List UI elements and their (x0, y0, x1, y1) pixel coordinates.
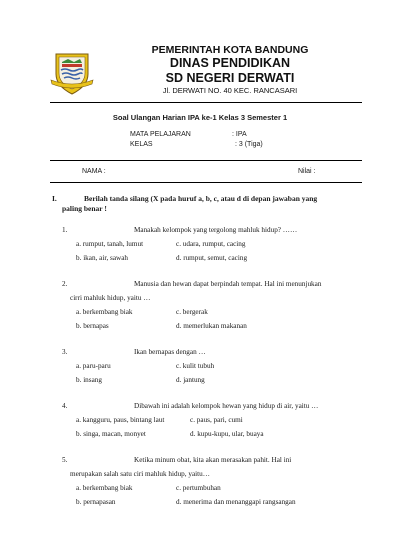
question-number: 4. (62, 402, 68, 410)
header-government: PEMERINTAH KOTA BANDUNG (151, 44, 309, 56)
header-department: DINAS PENDIDIKAN (169, 56, 291, 70)
header-address: Jl. DERWATI NO. 40 KEC. RANCASARI (162, 86, 298, 95)
section-number: I. (52, 194, 57, 203)
option-d: d. menerima dan menanggapi rangsangan (176, 498, 296, 506)
option-a: a. berkembang biak (76, 484, 133, 492)
option-a: a. paru-paru (76, 362, 111, 370)
name-label: NAMA : (82, 168, 106, 175)
option-d: d. rumput, semut, cacing (176, 254, 248, 262)
question-text: Dibawah ini adalah kelompok hewan yang hidup di air, yaitu … (134, 402, 319, 410)
option-d: d. memerlukan makanan (176, 322, 247, 330)
option-b: b. ikan, air, sawah (76, 254, 129, 262)
option-c: c. udara, rumput, cacing (176, 240, 246, 248)
question-text: Ketika minum obat, kita akan merasakan pahit. Hal ini (134, 456, 292, 464)
question-text-line2: merupakan salah satu ciri mahluk hidup, yaitu… (70, 470, 210, 478)
option-b: b. singa, macan, monyet (76, 430, 146, 438)
option-d: d. jantung (176, 376, 205, 384)
option-a: a. kangguru, paus, bintang laut (76, 416, 165, 424)
header-divider (50, 102, 362, 103)
question-text: Manusia dan hewan dapat berpindah tempat. Hal ini menunjukan (134, 280, 322, 288)
option-c: c. pertumbuhan (176, 484, 221, 492)
option-b: b. pernapasan (76, 498, 116, 506)
class-label: KELAS (130, 141, 153, 148)
option-c: c. kulit tubuh (176, 362, 215, 370)
option-a: a. rumput, tanah, lumut (76, 240, 144, 248)
option-b: b. bernapas (76, 322, 109, 330)
question-text-line2: cirri mahluk hidup, yaitu … (70, 294, 151, 302)
question-number: 3. (62, 348, 68, 356)
question-text: Ikan bernapas dengan … (134, 348, 206, 356)
class-value: : 3 (Tiga) (235, 141, 263, 148)
name-bottom-rule (50, 182, 362, 183)
question-text: Manakah kelompok yang tergolong mahluk hidup? …… (134, 226, 298, 234)
option-d: d. kupu-kupu, ular, buaya (190, 430, 264, 438)
score-label: Nilai : (298, 168, 316, 175)
option-c: c. bergerak (176, 308, 208, 316)
option-a: a. berkembang biak (76, 308, 133, 316)
question-number: 5. (62, 456, 68, 464)
name-top-rule (50, 160, 362, 161)
question-number: 1. (62, 226, 68, 234)
option-c: c. paus, pari, cumi (190, 416, 243, 424)
header-school: SD NEGERI DERWATI (165, 71, 295, 85)
subject-label: MATA PELAJARAN (130, 131, 191, 138)
section-instruction-line2: paling benar ! (62, 204, 107, 213)
subject-value: : IPA (232, 131, 247, 138)
exam-title: Soal Ulangan Harian IPA ke-1 Kelas 3 Semester 1 (112, 113, 288, 122)
city-emblem-icon (48, 48, 96, 96)
option-b: b. insang (76, 376, 102, 384)
question-number: 2. (62, 280, 68, 288)
section-instruction-line1: Berilah tanda silang (X pada huruf a, b, c, atau d di depan jawaban yang (84, 194, 318, 203)
